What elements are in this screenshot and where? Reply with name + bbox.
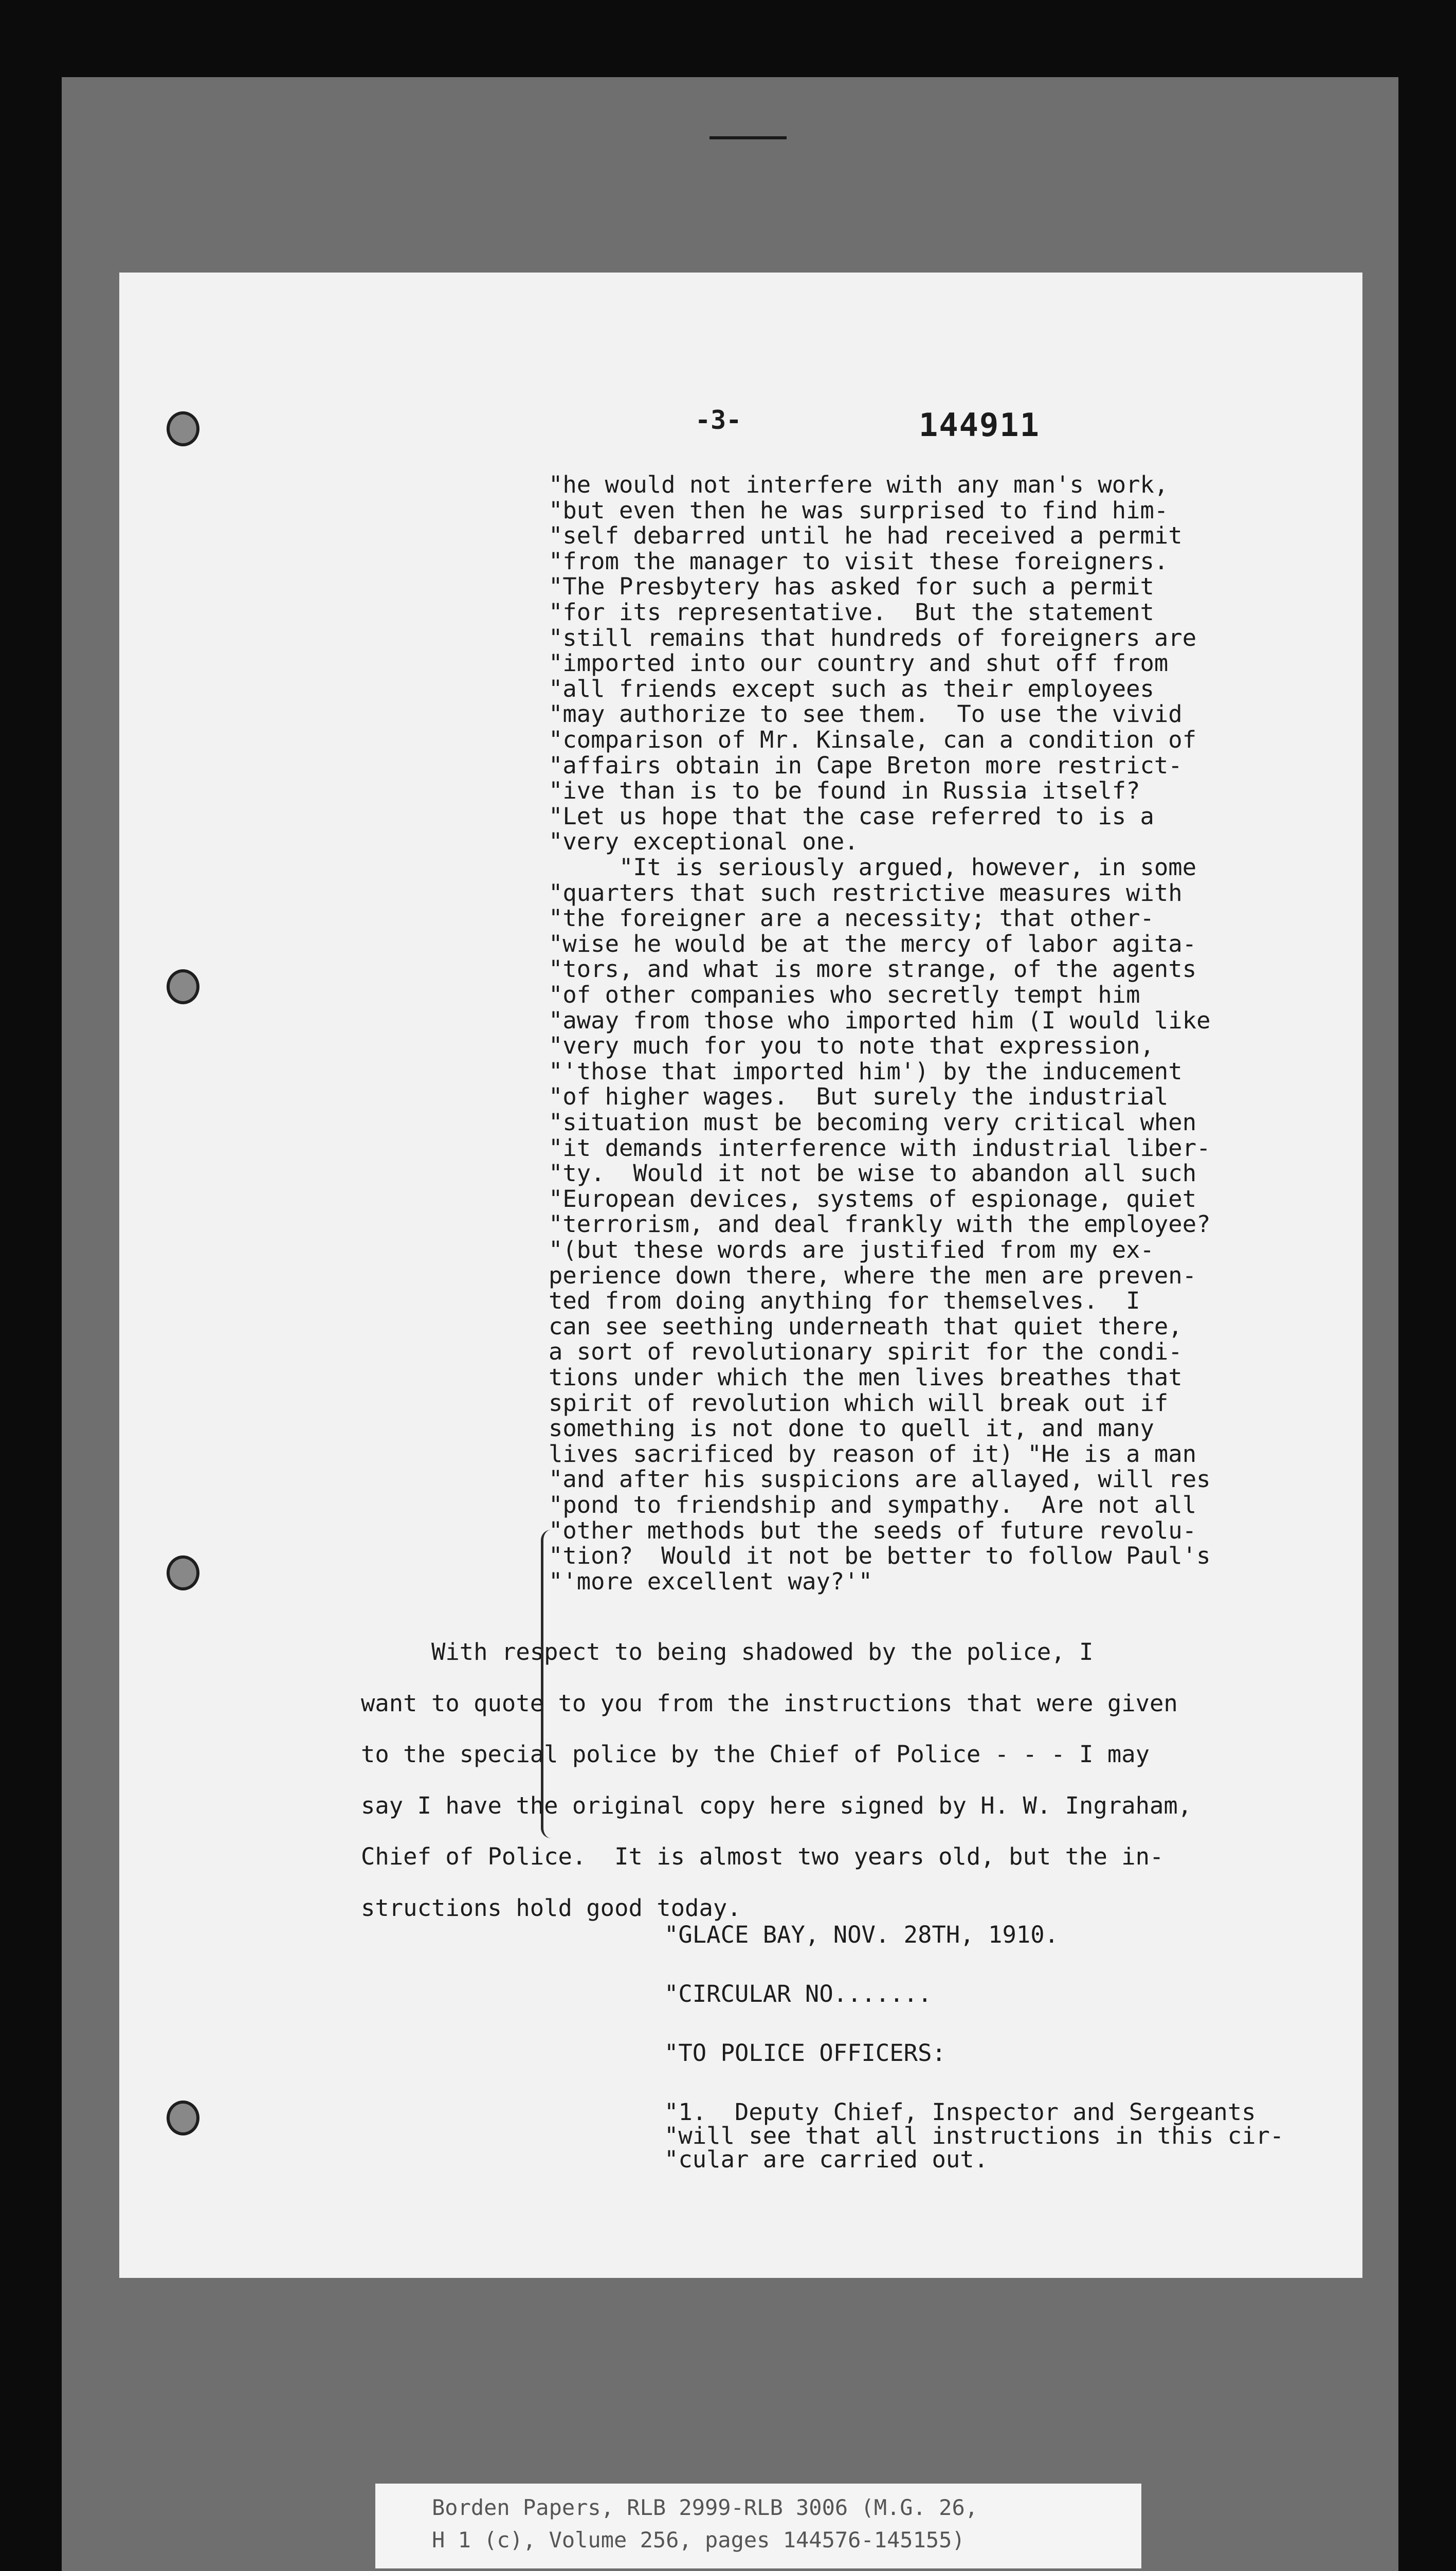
- circular-number: "CIRCULAR NO.......: [664, 1980, 932, 2007]
- quote-line: "European devices, systems of espionage, quiet: [549, 1185, 1197, 1212]
- quote-line: "very exceptional one.: [549, 828, 859, 856]
- body-line: structions hold good today.: [361, 1894, 741, 1922]
- quote-line: "tors, and what is more strange, of the agents: [549, 955, 1197, 983]
- body-line: With respect to being shadowed by the police, I: [361, 1638, 1094, 1665]
- quote-line: "terrorism, and deal frankly with the employee?: [549, 1210, 1211, 1238]
- circular-instruction-line: "cular are carried out.: [664, 2146, 989, 2173]
- quote-line: "may authorize to see them. To use the vivid: [549, 700, 1182, 728]
- quote-line: "pond to friendship and sympathy. Are not all: [549, 1491, 1197, 1518]
- quote-line: "other methods but the seeds of future revolu-: [549, 1516, 1197, 1544]
- circular-dateline: "GLACE BAY, NOV. 28TH, 1910.: [664, 1921, 1059, 1948]
- quote-line: "situation must be becoming very critical when: [549, 1109, 1197, 1136]
- punch-hole-icon: [167, 969, 199, 1004]
- quote-line: "tion? Would it not be better to follow Paul's: [549, 1542, 1211, 1570]
- quote-line: "away from those who imported him (I would like: [549, 1006, 1211, 1034]
- quote-line: "imported into our country and shut off from: [549, 649, 1169, 677]
- body-line: to the special police by the Chief of Police - - - I may: [361, 1741, 1150, 1768]
- quote-line: "'those that imported him') by the inducement: [549, 1057, 1182, 1085]
- body-line: Chief of Police. It is almost two years old, but the in-: [361, 1843, 1164, 1870]
- quote-line: "quarters that such restrictive measures with: [549, 879, 1182, 907]
- quote-line: "for its representative. But the statement: [549, 599, 1154, 626]
- punch-hole-icon: [167, 2101, 199, 2135]
- quote-line: "ty. Would it not be wise to abandon all such: [549, 1160, 1197, 1187]
- quote-line: "of other companies who secretly tempt him: [549, 981, 1140, 1008]
- quote-line: "it demands interference with industrial liber-: [549, 1134, 1211, 1162]
- quote-line: "the foreigner are a necessity; that other-: [549, 904, 1154, 932]
- frame-registration-mark: [709, 136, 787, 139]
- quote-line: something is not done to quell it, and many: [549, 1415, 1154, 1442]
- reference-label: [375, 2484, 1141, 2568]
- punch-hole-icon: [167, 411, 199, 446]
- quote-line: "Let us hope that the case referred to is a: [549, 802, 1154, 830]
- quote-line: ted from doing anything for themselves. I: [549, 1287, 1140, 1315]
- quote-line: "self debarred until he had received a permit: [549, 522, 1182, 550]
- quote-line: can see seething underneath that quiet there,: [549, 1312, 1182, 1340]
- punch-hole-icon: [167, 1555, 199, 1590]
- reference-label-line: Borden Papers, RLB 2999-RLB 3006 (M.G. 26,: [432, 2495, 978, 2520]
- quote-line: "and after his suspicions are allayed, will res: [549, 1465, 1211, 1493]
- quote-line: perience down there, where the men are preven-: [549, 1261, 1197, 1289]
- quote-line: lives sacrificed by reason of it) "He is a man: [549, 1440, 1197, 1468]
- quote-line: "very much for you to note that expression,: [549, 1032, 1154, 1060]
- circular-instruction-line: "1. Deputy Chief, Inspector and Sergeants: [664, 2098, 1256, 2126]
- quote-line: "The Presbytery has asked for such a permit: [549, 573, 1154, 601]
- quote-line: "(but these words are justified from my ex-: [549, 1236, 1154, 1263]
- quote-line: "wise he would be at the mercy of labor agita-: [549, 930, 1197, 957]
- quote-line: "of higher wages. But surely the industrial: [549, 1083, 1169, 1111]
- quote-line: "affairs obtain in Cape Breton more restrict-: [549, 751, 1182, 779]
- quote-line: "from the manager to visit these foreigners.: [549, 547, 1169, 575]
- document-page: [119, 273, 1362, 2278]
- quote-line: "but even then he was surprised to find him-: [549, 496, 1169, 524]
- body-line: say I have the original copy here signed by H. W. Ingraham,: [361, 1791, 1192, 1819]
- circular-instruction-line: "will see that all instructions in this cir-: [664, 2122, 1284, 2149]
- quote-line: spirit of revolution which will break out if: [549, 1389, 1169, 1417]
- body-line: want to quote to you from the instructions that were given: [361, 1689, 1178, 1717]
- quote-line: "'more excellent way?'": [549, 1567, 873, 1595]
- quote-line: "comparison of Mr. Kinsale, can a condition of: [549, 726, 1197, 753]
- quote-line: "ive than is to be found in Russia itself?: [549, 777, 1140, 805]
- quote-line: "all friends except such as their employees: [549, 675, 1154, 702]
- reference-label-line: H 1 (c), Volume 256, pages 144576-145155): [432, 2527, 965, 2552]
- quote-line: "It is seriously argued, however, in some: [549, 854, 1197, 881]
- quote-line: tions under which the men lives breathes that: [549, 1364, 1182, 1391]
- quote-line: "he would not interfere with any man's work,: [549, 471, 1169, 498]
- archive-stamp-number: 144911: [919, 406, 1040, 444]
- quote-line: "still remains that hundreds of foreigners are: [549, 624, 1197, 651]
- page-number: -3-: [695, 405, 742, 435]
- quote-line: a sort of revolutionary spirit for the condi-: [549, 1338, 1182, 1366]
- circular-addressee: "TO POLICE OFFICERS:: [664, 2039, 946, 2067]
